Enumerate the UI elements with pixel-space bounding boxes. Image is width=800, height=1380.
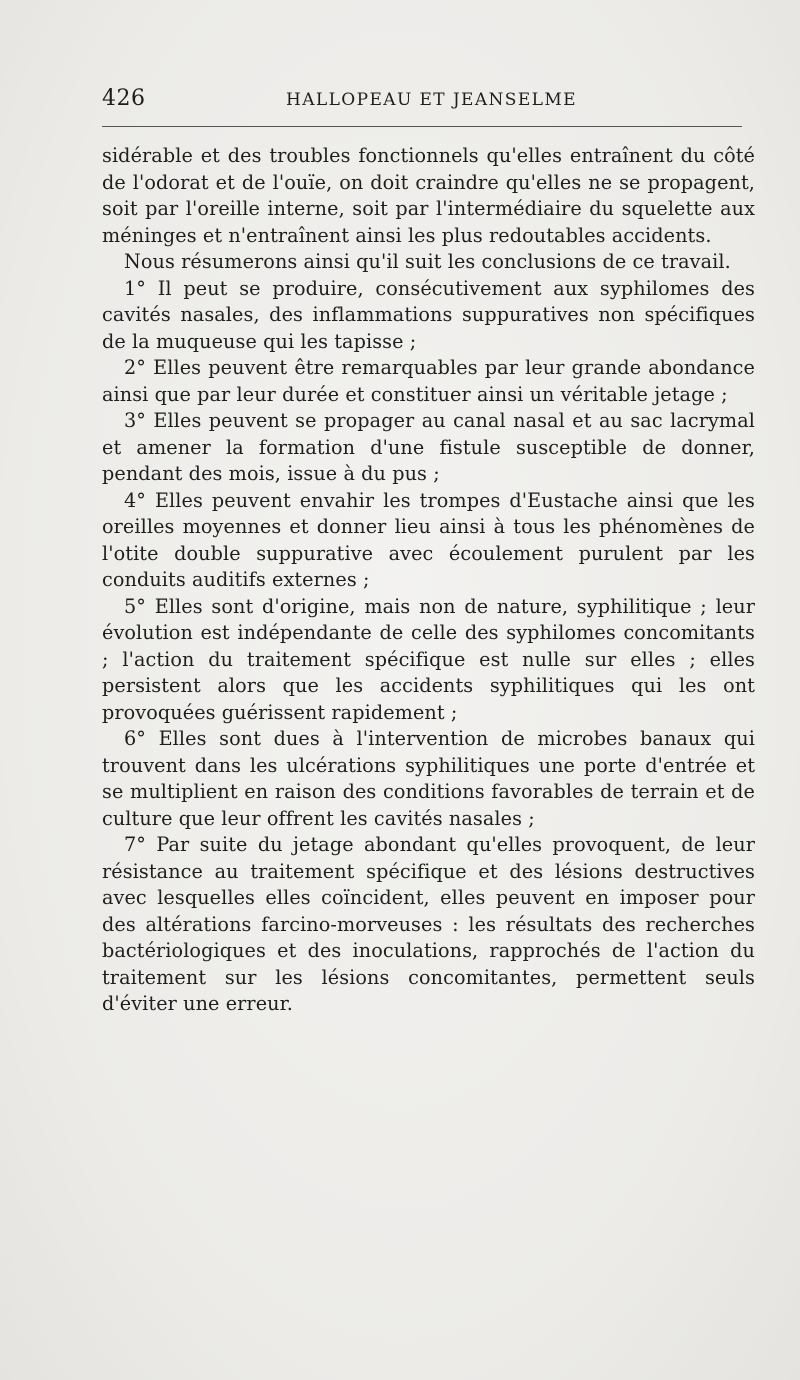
body-text	[102, 143, 755, 1018]
header-rule	[102, 126, 742, 127]
paragraph-intro: Nous résumerons ainsi qu'il suit les conclusions de ce travail.	[124, 250, 731, 273]
conclusion-2: 2° Elles peuvent être remarquables par leur grande abondance ainsi que par leur durée et constituer ainsi un véritable jetage ;	[102, 356, 755, 406]
running-head: HALLOPEAU ET JEANSELME	[286, 90, 577, 110]
conclusion-6: 6° Elles sont dues à l'intervention de microbes banaux qui trouvent dans les ulcérations syphilitiques une porte d'entrée et se multiplient en raison des conditions favorables de terrain et de culture que leur offrent les cavités nasales ;	[102, 727, 755, 830]
page-header	[102, 86, 742, 116]
conclusion-4: 4° Elles peuvent envahir les trompes d'Eustache ainsi que les oreilles moyennes et donner lieu ainsi à tous les phénomènes de l'otite double suppurative avec écoulement purulent par les conduits auditifs externes ;	[102, 488, 755, 591]
conclusion-1: 1° Il peut se produire, consécutivement aux syphilomes des cavités nasales, des inflammations suppuratives non spécifiques de la muqueuse qui les tapisse ;	[102, 276, 755, 353]
conclusion-5: 5° Elles sont d'origine, mais non de nature, syphilitique ; leur évolution est indépendante de celle des syphilomes concomitants ; l'action du traitement spécifique est nulle sur elles ; elles persistent alors que les accidents syphilitiques qui les ont provoquées guérissent rapidement ;	[102, 594, 755, 724]
paragraph-continuation: sidérable et des troubles fonctionnels qu'elles entraînent du côté de l'odorat et de l'ouïe, on doit craindre qu'elles ne se propagent, soit par l'oreille interne, soit par l'intermédiaire du squelette aux méninges et n'entraînent ainsi les plus redoutables accidents.	[102, 144, 755, 247]
page-number: 426	[102, 86, 146, 111]
conclusion-3: 3° Elles peuvent se propager au canal nasal et au sac lacrymal et amener la formation d'une fistule susceptible de donner, pendant des mois, issue à du pus ;	[102, 409, 755, 485]
conclusion-7: 7° Par suite du jetage abondant qu'elles provoquent, de leur résistance au traitement spécifique et des lésions destructives avec lesquelles elles coïncident, elles peuvent en imposer pour des altérations farcino-morveuses : les résultats des recherches bactériologiques et des inoculations, rapprochés de l'action du traitement sur les lésions concomitantes, permettent seuls d'éviter une erreur.	[102, 833, 755, 1015]
